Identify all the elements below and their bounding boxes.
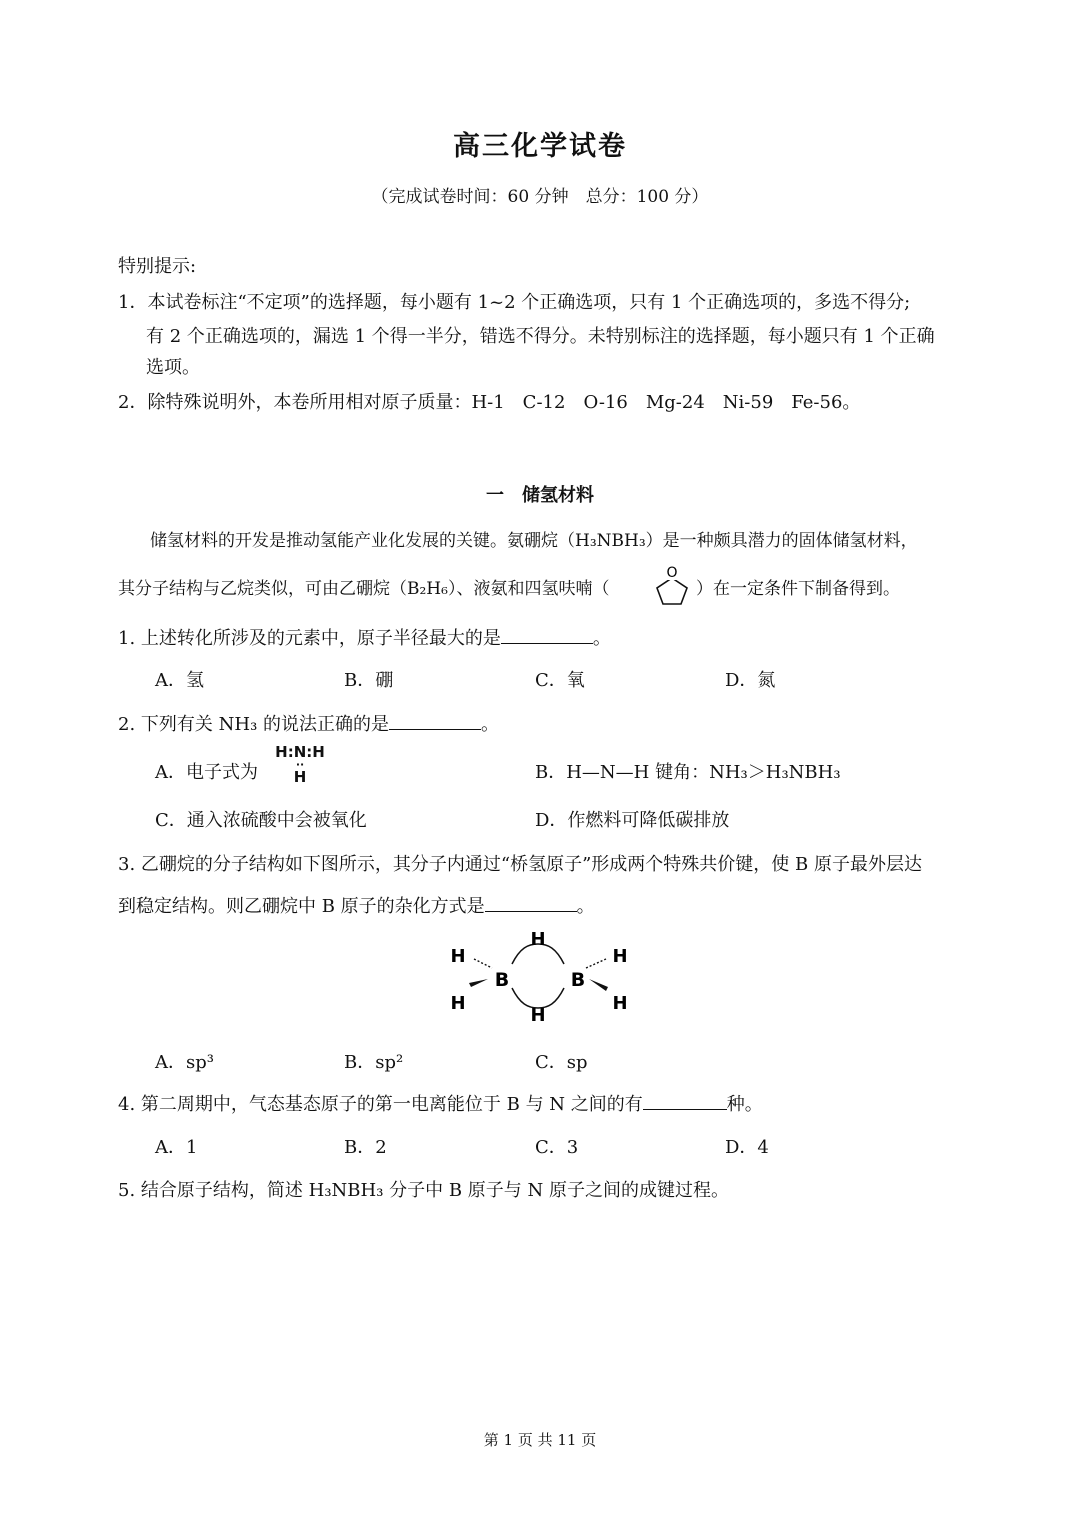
question-1-end: 。 <box>592 628 611 649</box>
question-1-option-a: A．氢 <box>155 670 204 691</box>
exam-info: （完成试卷时间：60 分钟 总分：100 分） <box>371 187 709 207</box>
section-1-intro-line-1: 储氢材料的开发是推动氢能产业化发展的关键。氨硼烷（H₃NBH₃）是一种颇具潜力的固体储氢材料， <box>150 531 918 551</box>
question-4-end: 种。 <box>726 1094 763 1115</box>
diborane-boron-right: B <box>570 969 586 991</box>
question-4-option-b: B．2 <box>344 1137 387 1158</box>
question-2-answer-blank[interactable] <box>389 711 481 730</box>
question-5-stem: 5. 结合原子结构，简述 H₃NBH₃ 分子中 B 原子与 N 原子之间的成键过程。 <box>118 1180 730 1201</box>
question-3-option-a: A．sp³ <box>155 1052 214 1073</box>
lewis-bottom-h: H <box>293 768 307 786</box>
section-1-intro-line-2b: ）在一定条件下制备得到。 <box>696 579 900 599</box>
question-4-text: 4. 第二周期中，气态基态原子的第一电离能位于 B 与 N 之间的有 <box>118 1094 643 1115</box>
diborane-structure-diagram <box>430 926 650 1026</box>
question-1-option-c: C．氧 <box>535 670 585 691</box>
note-1-line-2: 有 2 个正确选项的，漏选 1 个得一半分，错选不得分。未特别标注的选择题，每小题只有 1 个正确 <box>146 326 935 347</box>
question-3-option-c: C．sp <box>535 1052 588 1073</box>
question-2-option-b: B．H—N—H 键角：NH₃＞H₃NBH₃ <box>535 762 841 783</box>
question-4-stem <box>118 1090 763 1116</box>
diborane-boron-left: B <box>494 969 510 991</box>
diborane-bridge-h-top: H <box>530 929 546 950</box>
note-1-line-3: 选项。 <box>146 357 200 378</box>
notes-heading: 特别提示: <box>118 256 197 277</box>
question-2-stem <box>118 710 499 736</box>
thf-oxygen-label: O <box>666 565 678 581</box>
lewis-dots: ·· <box>295 758 305 771</box>
question-1-option-b: B．硼 <box>344 670 394 691</box>
question-2-text: 2. 下列有关 NH₃ 的说法正确的是 <box>118 714 390 735</box>
question-4-option-c: C．3 <box>535 1137 579 1158</box>
question-3-end: 。 <box>576 896 595 917</box>
page-title: 高三化学试卷 <box>453 131 627 162</box>
question-3-line-2 <box>118 892 595 918</box>
page-number: 第 1 页 共 11 页 <box>483 1431 597 1449</box>
question-2-end: 。 <box>481 714 500 735</box>
question-3-text: 到稳定结构。则乙硼烷中 B 原子的杂化方式是 <box>118 896 485 917</box>
question-2-option-c: C．通入浓硫酸中会被氧化 <box>155 810 367 831</box>
ammonia-electron-formula <box>268 744 332 786</box>
question-2-option-a: A．电子式为 <box>155 762 258 783</box>
question-1-option-d: D．氮 <box>725 670 776 691</box>
question-1-stem <box>118 624 611 650</box>
question-2-option-d: D．作燃料可降低碳排放 <box>535 810 730 831</box>
note-1-line-1: 1．本试卷标注“不定项”的选择题，每小题有 1~2 个正确选项，只有 1 个正确选项的，多选不得分; <box>118 292 911 313</box>
note-2: 2．除特殊说明外，本卷所用相对原子质量：H-1 C-12 O-16 Mg-24 Ni-59 Fe-56。 <box>118 392 861 413</box>
section-1-title: 一 储氢材料 <box>486 485 594 506</box>
thf-structure-diagram <box>651 560 693 608</box>
diborane-terminal-h-right-bottom: H <box>612 993 628 1014</box>
question-4-option-d: D．4 <box>725 1137 769 1158</box>
question-3-line-1: 3. 乙硼烷的分子结构如下图所示，其分子内通过“桥氢原子”形成两个特殊共价键，使 B 原子最外层达 <box>118 854 922 875</box>
question-4-answer-blank[interactable] <box>643 1091 727 1110</box>
question-4-option-a: A．1 <box>155 1137 198 1158</box>
diborane-terminal-h-right-top: H <box>612 946 628 967</box>
diborane-terminal-h-left-top: H <box>450 946 466 967</box>
lewis-top-row: H:N:H <box>275 743 325 761</box>
question-3-option-b: B．sp² <box>344 1052 404 1073</box>
section-1-intro-line-2a: 其分子结构与乙烷类似，可由乙硼烷（B₂H₆）、液氨和四氢呋喃（ <box>118 579 610 599</box>
question-3-answer-blank[interactable] <box>485 893 577 912</box>
diborane-bridge-h-bottom: H <box>530 1005 546 1026</box>
diborane-terminal-h-left-bottom: H <box>450 993 466 1014</box>
question-1-answer-blank[interactable] <box>501 625 593 644</box>
question-1-text: 1. 上述转化所涉及的元素中，原子半径最大的是 <box>118 628 501 649</box>
